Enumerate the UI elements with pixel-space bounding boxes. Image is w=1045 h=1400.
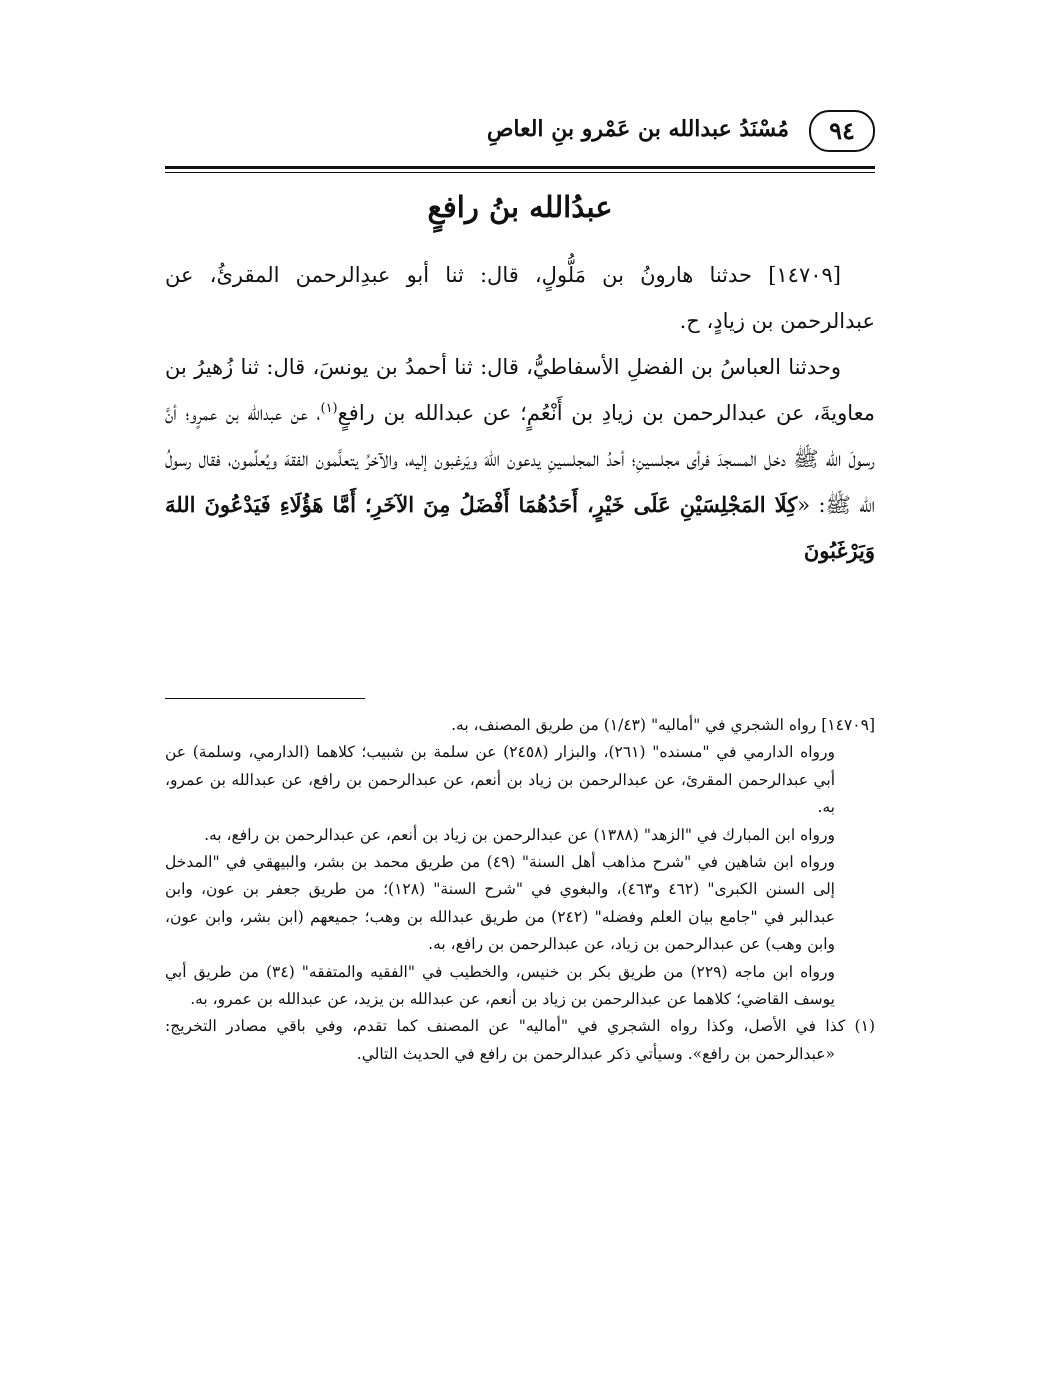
- footnote-separator: [165, 698, 365, 699]
- footnote-marker[interactable]: (١): [320, 401, 338, 416]
- takhrij-line: [١٤٧٠٩] رواه الشجري في "أماليه" (١/٤٣) من طريق المصنف، به.: [451, 716, 875, 734]
- header-rule-thick: [165, 166, 875, 169]
- footnote-1: (١) كذا في الأصل، وكذا رواه الشجري في "أماليه" عن المصنف كما تقدم، وفي باقي مصادر التخريج: «عبدالرحمن بن رافع». وسيأتي ذكر عبدالرحمن بن رافع في الحديث التالي.: [165, 1017, 875, 1063]
- hadith-isnad-2: وحدثنا العباسُ بن الفضلِ الأسفاطيُّ، قال: ثنا أحمدُ بن يونسَ، قال: ثنا زُهيرُ بن معاويةَ، عن عبدالرحمن بن زيادِ بن أَنْعُمٍ؛ عن عبدالله بن رافعٍ: [165, 355, 875, 425]
- takhrij-line: ورواه ابن ماجه (٢٢٩) من طريق بكر بن خنيس، والخطيب في "الفقيه والمتفقه" (٣٤) من طريق أبي يوسف القاضي؛ كلاهما عن عبدالرحمن بن زياد بن أنعم، عن عبدالله بن يزيد، عن عبدالله بن عمرو، به.: [165, 962, 835, 1009]
- running-header-title: مُسْنَدُ عبدالله بن عَمْرو بنِ العاصِ: [486, 116, 789, 142]
- hadith-matn: ، عن عبدالله بن عمرٍو؛ أنَّ رسولَ الله ﷺ دخل المسجدَ فرأى مجلسينِ؛ أحدُ المجلسينِ يدعون اللهَ ويَرغبون إليه، والآخرُ يتعلَّمون الفقهَ ويُعلِّمون، فقال رسولُ الله ﷺ: «: [165, 401, 875, 517]
- takhrij-line: ورواه الدارمي في "مسنده" (٢٦١)، والبزار (٢٤٥٨) عن سلمة بن شبيب؛ كلاهما (الدارمي، وسلمة) عن أبي عبدالرحمن المقرئ، عن عبدالرحمن بن زياد بن أنعم، عن عبدالرحمن بن رافع، عن عبدالله بن عمرو، به.: [165, 743, 835, 817]
- hadith-text: [165, 252, 875, 574]
- takhrij-line: ورواه ابن المبارك في "الزهد" (١٣٨٨) عن عبدالرحمن بن زياد بن أنعم، عن عبدالرحمن بن رافع، به.: [204, 825, 835, 844]
- hadith-paragraph-2: [165, 344, 875, 574]
- hadith-paragraph-1: [165, 252, 875, 344]
- section-title: عبدُالله بنُ رافعٍ: [427, 190, 613, 224]
- takhrij-line: ورواه ابن شاهين في "شرح مذاهب أهل السنة" (٤٩) من طريق محمد بن بشر، والبيهقي في "المدخل إلى السنن الكبرى" (٤٦٢ و٤٦٣)، والبغوي في "شرح السنة" (١٢٨)؛ من طريق جعفر بن عون، وابن عبدالبر في "جامع بيان العلم وفضله" (٢٤٢) من طريق عبدالله بن وهب؛ جميعهم (ابن بشر، وابن عون، وابن وهب) عن عبدالرحمن بن زياد، عن عبدالرحمن بن رافع، به.: [165, 853, 835, 954]
- header-rule-thin: [165, 172, 875, 173]
- running-header: [165, 110, 875, 160]
- page-number: ٩٤: [809, 110, 875, 152]
- footnotes: [165, 712, 875, 1068]
- hadith-number: [١٤٧٠٩]: [768, 263, 841, 287]
- prophetic-saying: كِلَا المَجْلِسَيْنِ عَلَى خَيْرٍ، أَحَدُهُمَا أَفْضَلُ مِنَ الآخَرِ؛ أَمَّا هَؤُلَاءِ فَيَدْعُونَ اللهَ وَيَرْغَبُونَ: [165, 492, 875, 563]
- book-page: [165, 0, 875, 1400]
- hadith-isnad-1: حدثنا هارونُ بن مَلُّولٍ، قال: ثنا أبو عبدِالرحمن المقرئُ، عن عبدالرحمن بن زيادٍ، ح.: [165, 263, 875, 333]
